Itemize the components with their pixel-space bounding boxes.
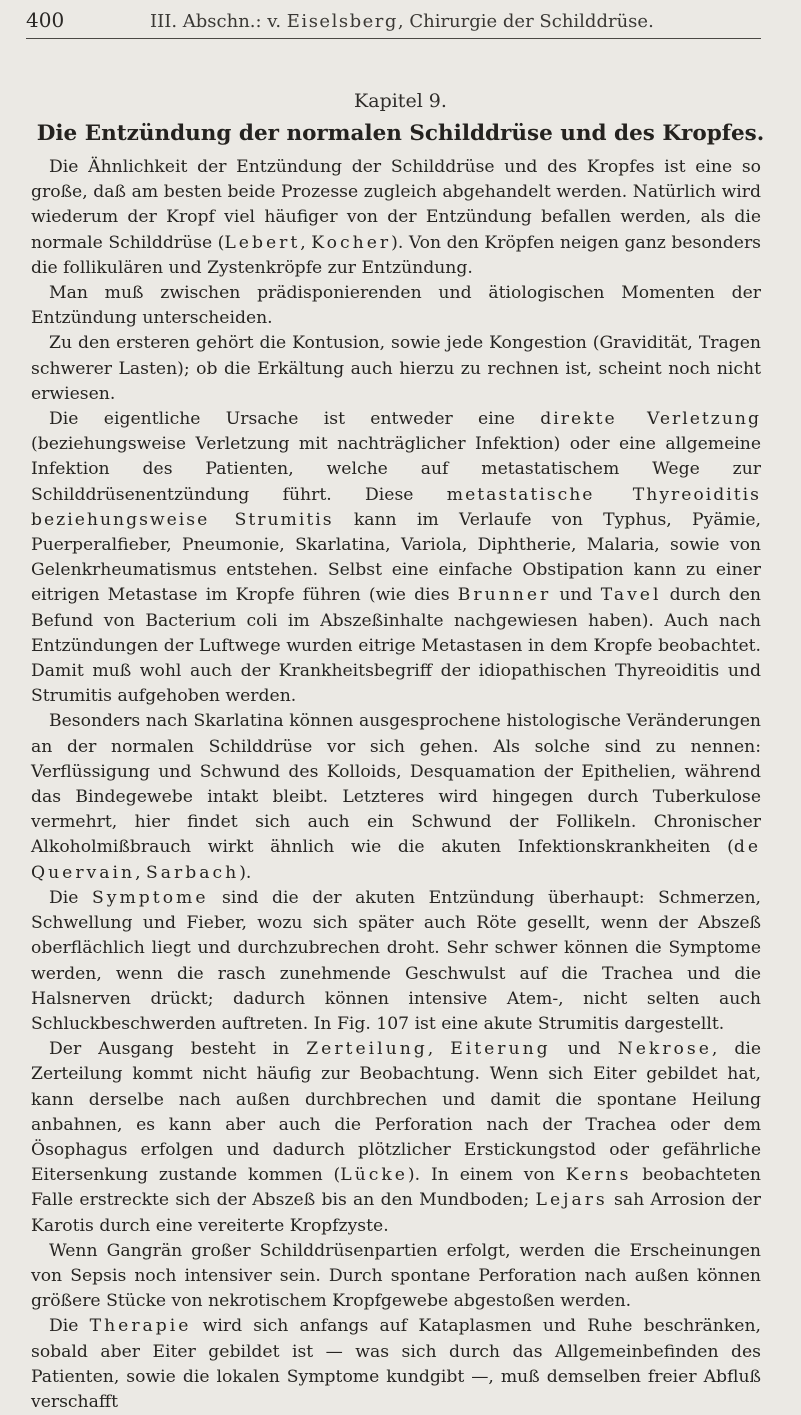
spaced-name: Lejars	[535, 1190, 608, 1211]
text-run: sind die der akuten Entzündung überhaupt: Schmerzen, Schwellung und Fieber, wozu sich später auch Röte gesellt, wenn der Abszeß oberflächlich liegt und durchzubrechen droht. Sehr schwer können die Symptome werden, wenn die rasch zunehmende Geschwulst auf die Trachea und die Halsnerven drückt; dadurch können intensive Atem-, nicht selten auch Schluckbeschwerden auftreten. In Fig. 107 ist eine akute Strumitis dargestellt.	[31, 887, 761, 1034]
spaced-name: de Quervain	[31, 837, 761, 883]
spaced-name: Lücke	[340, 1165, 408, 1186]
text-run: , die Zerteilung kommt nicht häufig zur Beobachtung. Wenn sich Eiter gebildet hat, kann derselbe nach außen durchbrechen und damit die spontane Heilung anbahnen, es kann aber auch die Perforation nach der Trachea oder dem Ösophagus erfolgen und dadurch plötzlicher Erstickungstod oder gefährliche Eitersenkung zustande kommen (	[31, 1039, 761, 1186]
author-name: Eiselsberg	[286, 11, 398, 32]
text-run: beobachteten Falle erstreckte sich der Abszeß bis an den Mundboden;	[31, 1165, 762, 1211]
paragraph	[31, 407, 761, 709]
work-title: , Chirurgie der Schilddrüse.	[397, 11, 654, 32]
header-rule	[26, 38, 761, 39]
paragraph	[31, 155, 761, 281]
spaced-term: Eiterung	[450, 1039, 551, 1060]
paragraph: Zu den ersteren gehört die Kontusion, sowie jede Kongestion (Gravidität, Tragen schwerer Lasten); ob die Erkältung auch hierzu zu rechnen ist, scheint noch nicht erwiesen.	[31, 333, 761, 404]
text-run: und	[551, 585, 601, 606]
text-run: ). In einem von	[407, 1165, 566, 1186]
paragraph	[31, 886, 761, 1037]
text-run: Die Ähnlichkeit der Entzündung der Schilddrüse und des Kropfes ist eine so große, daß am besten beide Prozesse zugleich abgehandelt werden. Natürlich wird wiederum der Kropf viel häufiger von der Entzündung befallen werden, als die normale Schilddrüse (	[31, 157, 761, 253]
text-run: ). Von den Kröpfen neigen ganz besonders die follikulären und Zystenkröpfe zur Entzündung.	[31, 232, 761, 278]
body-text	[31, 155, 761, 1415]
spaced-name: Lebert	[224, 232, 301, 253]
spaced-term: Symptome	[92, 887, 209, 908]
text-run: ,	[135, 862, 147, 883]
text-run: durch den Befund von Bacterium coli im Abszeßinhalte nachgewiesen haben). Auch nach Entzündungen der Luftwege wurden eitrige Metastasen in dem Kropfe beobachtet. Damit muß wohl auch der Krankheitsbegriff der idiopathischen Thyreoiditis und Strumitis aufgehoben werden.	[31, 585, 761, 707]
paragraph: Man muß zwischen prädisponierenden und ätiologischen Momenten der Entzündung unterscheiden.	[31, 283, 761, 329]
text-run: ).	[239, 862, 252, 883]
page-number: 400	[26, 8, 65, 32]
paragraph	[31, 1314, 761, 1415]
spaced-term: metastatische Thyreoiditis beziehungsweise Strumitis	[31, 484, 761, 530]
spaced-term: Therapie	[89, 1316, 192, 1337]
spaced-name: Brunner	[457, 585, 552, 606]
paragraph: Wenn Gangrän großer Schilddrüsenpartien erfolgt, werden die Erscheinungen von Sepsis noch intensiver sein. Durch spontane Perforation nach außen können größere Stücke von nekrotischem Kropfgewebe abgestoßen werden.	[31, 1240, 761, 1312]
text-run: Die	[49, 887, 92, 908]
text-run: ,	[427, 1039, 451, 1060]
text-run: und	[550, 1039, 618, 1060]
paragraph	[31, 709, 761, 885]
spaced-name: Kerns	[565, 1165, 632, 1186]
chapter-title: Die Entzündung der normalen Schilddrüse und des Kropfes.	[36, 121, 765, 146]
spaced-name: Sarbach	[146, 862, 240, 883]
spaced-name: Kocher	[311, 232, 392, 253]
text-run: Die eigentliche Ursache ist entweder eine	[49, 409, 541, 430]
text-run: (beziehungsweise Verletzung mit nachträglicher Infektion) oder eine allgemeine Infektion des Patienten, welche auf metastatischem Wege zur Schilddrüsenentzündung führt. Diese	[31, 434, 761, 505]
chapter-label: Kapitel 9.	[354, 90, 447, 112]
text-run: ,	[300, 232, 312, 253]
running-head	[26, 9, 761, 33]
text-run: wird sich anfangs auf Kataplasmen und Ruhe beschränken, sobald aber Eiter gebildet ist — was sich durch das Allgemeinbefinden des Patienten, sowie die lokalen Symptome kundgibt —, muß demselben freier Abfluß verschafft	[31, 1316, 761, 1412]
text-run: Besonders nach Skarlatina können ausgesprochene histologische Veränderungen an der normalen Schilddrüse vor sich gehen. Als solche sind zu nennen: Verflüssigung und Schwund des Kolloids, Desquamation der Epithelien, während das Bindegewebe intakt bleibt. Letzteres wird hingegen durch Tuberkulose vermehrt, hier findet sich auch ein Schwund der Follikeln. Chronischer Alkoholmißbrauch wirkt ähnlich wie die akuten Infektionskrankheiten (	[31, 711, 761, 858]
text-run: Der Ausgang besteht in	[49, 1039, 307, 1060]
section-prefix: III. Abschn.: v.	[150, 11, 282, 32]
spaced-term: direkte Verletzung	[540, 409, 761, 430]
text-run: kann im Verlaufe von Typhus, Pyämie, Puerperalfieber, Pneumonie, Skarlatina, Variola, Diphtherie, Malaria, sowie von Gelenkrheumatismus entstehen. Selbst eine einfache Obstipation kann zu einer eitrigen Metastase im Kropfe führen (wie dies	[31, 509, 761, 606]
paragraph	[31, 1037, 761, 1239]
text-run: Die	[49, 1316, 90, 1337]
spaced-term: Zerteilung	[306, 1039, 428, 1060]
spaced-term: Nekrose	[617, 1039, 712, 1060]
text-run: sah Arrosion der Karotis durch eine vereiterte Kropfzyste.	[31, 1190, 761, 1236]
spaced-name: Tavel	[600, 585, 662, 606]
